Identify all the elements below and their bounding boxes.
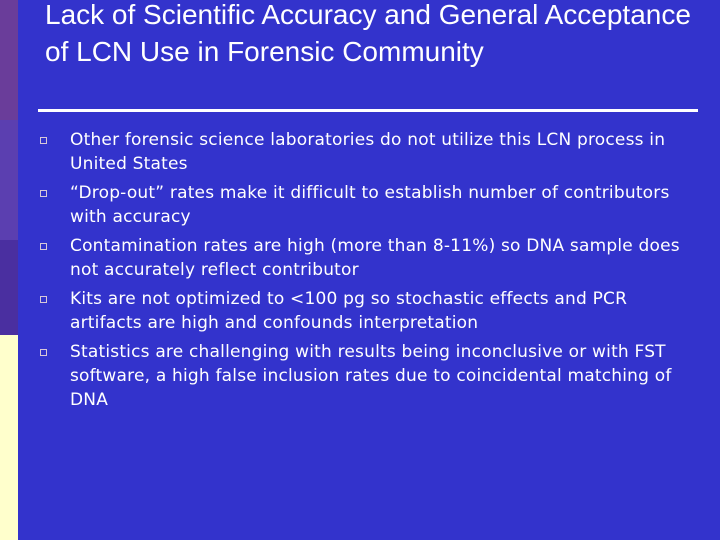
title-divider bbox=[38, 109, 698, 112]
accent-strip-segment bbox=[0, 335, 18, 540]
bullet-text: Statistics are challenging with results being inconclusive or with FST software, a high false inclusion rates due to coincidental matching of DNA bbox=[70, 342, 672, 410]
hollow-square-bullet-icon bbox=[40, 137, 47, 144]
hollow-square-bullet-icon bbox=[40, 190, 47, 197]
slide-title: Lack of Scientific Accuracy and General Acceptance of LCN Use in Forensic Community bbox=[45, 0, 691, 67]
bullet-item bbox=[40, 287, 680, 335]
hollow-square-bullet-icon bbox=[40, 296, 47, 303]
hollow-square-bullet-icon bbox=[40, 349, 47, 356]
hollow-square-bullet-icon bbox=[40, 243, 47, 250]
accent-strip-segment bbox=[0, 120, 18, 240]
accent-strip-segment bbox=[0, 240, 18, 335]
bullet-text: Other forensic science laboratories do not utilize this LCN process in United States bbox=[70, 130, 666, 174]
bullet-item bbox=[40, 234, 680, 282]
bullet-text: Kits are not optimized to <100 pg so stochastic effects and PCR artifacts are high and confounds interpretation bbox=[70, 289, 628, 333]
bullet-item bbox=[40, 181, 680, 229]
bullet-item bbox=[40, 128, 680, 176]
bullet-list bbox=[40, 128, 680, 417]
left-accent-strip bbox=[0, 0, 18, 540]
bullet-item bbox=[40, 340, 680, 412]
bullet-text: Contamination rates are high (more than 8-11%) so DNA sample does not accurately reflect contributor bbox=[70, 236, 680, 280]
accent-strip-segment bbox=[0, 0, 18, 120]
bullet-text: “Drop-out” rates make it difficult to establish number of contributors with accuracy bbox=[70, 183, 670, 227]
